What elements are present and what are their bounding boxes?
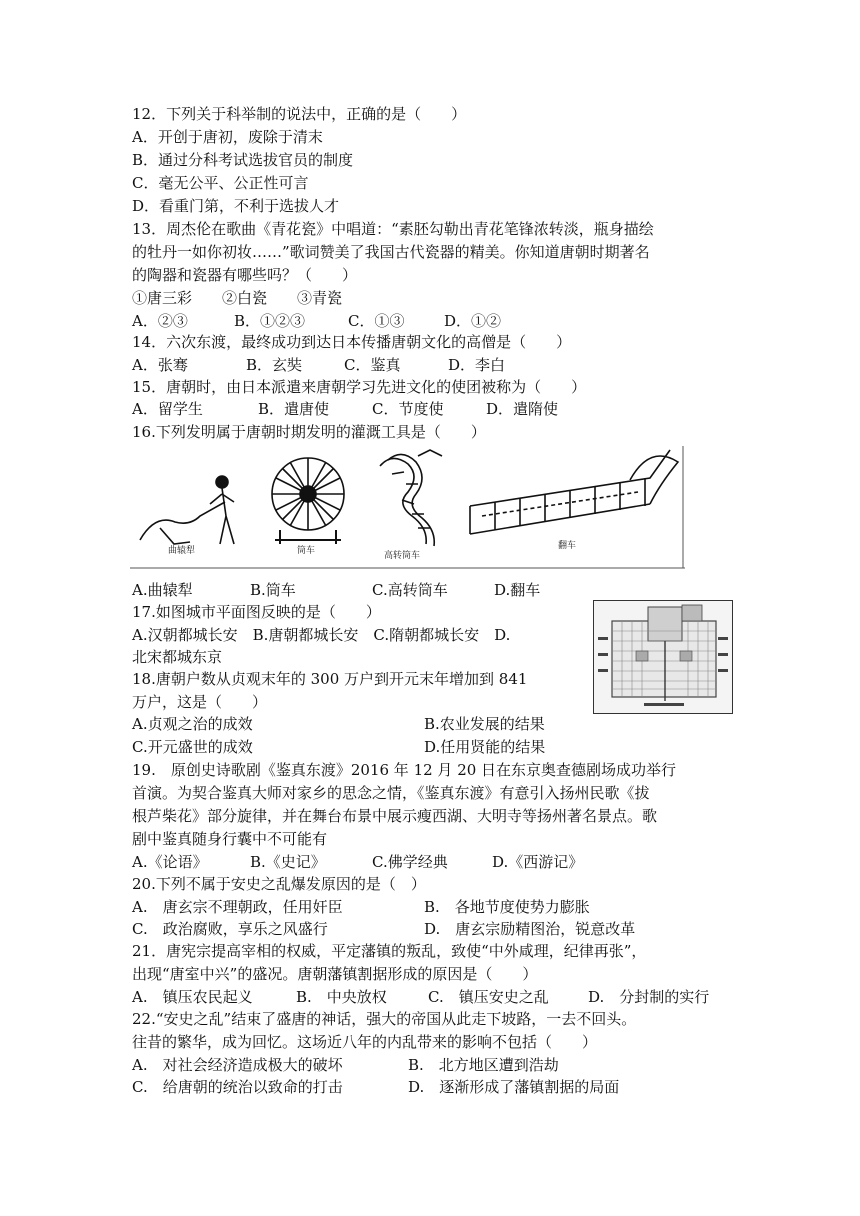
- q15-option-d: D．遣隋使: [486, 400, 559, 418]
- q19-option-a: A.《论语》: [132, 853, 208, 871]
- high-tube-wheel-drawing: [380, 450, 442, 546]
- q13-stem-line2: 的牡丹一如你初妆……”歌词赞美了我国古代瓷器的精美。你知道唐朝时期著名: [132, 243, 650, 261]
- q19-stem-line2: 首演。为契合鉴真大师对家乡的思念之情，《鉴真东渡》有意引入扬州民歌《拔: [132, 784, 650, 802]
- q19-option-c: C.佛学经典: [372, 853, 448, 871]
- q22-option-c: C. 给唐朝的统治以致命的打击: [132, 1078, 343, 1096]
- q19-stem-line4: 剧中鉴真随身行囊中不可能有: [132, 830, 328, 848]
- q19-option-d: D.《西游记》: [492, 853, 584, 871]
- q20-option-c: C. 政治腐败，享乐之风盛行: [132, 920, 328, 938]
- q20-option-d: D. 唐玄宗励精图治，锐意改革: [424, 920, 636, 938]
- q16-option-a: A.曲辕犁: [132, 581, 193, 599]
- q13-stem-line3: 的陶器和瓷器有哪些吗？（ ）: [132, 266, 358, 284]
- q18-option-a: A.贞观之治的成效: [132, 715, 253, 733]
- fig-caption-1: 曲辕犁: [168, 546, 196, 556]
- fig-caption-3: 高转筒车: [384, 551, 421, 561]
- q12-option-b: B．通过分科考试选拔官员的制度: [132, 151, 354, 169]
- q16-stem: 16.下列发明属于唐朝时期发明的灌溉工具是（ ）: [132, 423, 486, 441]
- q12-option-d: D．看重门第，不利于选拔人才: [132, 197, 340, 215]
- q22-stem-line1: 22.“安史之乱”结束了盛唐的神话，强大的帝国从此走下坡路，一去不回头。: [132, 1010, 637, 1028]
- curved-plow-drawing: [140, 476, 234, 544]
- q20-stem: 20.下列不属于安史之乱爆发原因的是（ ）: [132, 875, 426, 893]
- q15-option-c: C．节度使: [372, 400, 444, 418]
- q19-stem-line1: 19. 原创史诗歌剧《鉴真东渡》2016 年 12 月 20 日在东京奥查德剧场成功举行: [132, 761, 677, 779]
- irrigation-tools-figure: [130, 444, 685, 570]
- q17-stem: 17.如图城市平面图反映的是（ ）: [132, 603, 381, 621]
- dragon-backbone-pump-drawing: [470, 450, 678, 534]
- city-plan-map: [593, 600, 733, 714]
- q13-items: ①唐三彩 ②白瓷 ③青瓷: [132, 289, 343, 307]
- q21-stem-line1: 21．唐宪宗提高宰相的权威，平定藩镇的叛乱，致使“中外咸理，纪律再张”，: [132, 942, 647, 960]
- q14-option-a: A．张骞: [132, 356, 188, 374]
- q12-stem: 12．下列关于科举制的说法中，正确的是（ ）: [132, 105, 467, 123]
- tube-wheel-drawing: [272, 458, 344, 544]
- q14-option-b: B．玄奘: [246, 356, 303, 374]
- q22-option-a: A. 对社会经济造成极大的破坏: [132, 1056, 343, 1074]
- q14-stem: 14．六次东渡，最终成功到达日本传播唐朝文化的高僧是（ ）: [132, 333, 572, 351]
- q18-option-d: D.任用贤能的结果: [424, 738, 546, 756]
- q21-stem-line2: 出现“唐室中兴”的盛况。唐朝藩镇割据形成的原因是（ ）: [132, 965, 538, 983]
- q17-options-line: A.汉朝都城长安 B.唐朝都城长安 C.隋朝都城长安 D.: [132, 626, 511, 644]
- q20-option-b: B. 各地节度使势力膨胀: [424, 898, 590, 916]
- q21-option-b: B. 中央放权: [296, 988, 387, 1006]
- q15-option-b: B．遣唐使: [258, 400, 330, 418]
- q18-option-b: B.农业发展的结果: [424, 715, 545, 733]
- q13-option-d: D．①②: [444, 312, 502, 330]
- q18-stem-line2: 万户，这是（ ）: [132, 693, 268, 711]
- q19-option-b: B.《史记》: [250, 853, 326, 871]
- q16-option-c: C.高转筒车: [372, 581, 448, 599]
- q21-option-d: D. 分封制的实行: [588, 988, 710, 1006]
- q17-options-line2: 北宋都城东京: [132, 648, 223, 666]
- q16-option-b: B.筒车: [250, 581, 296, 599]
- q12-option-a: A．开创于唐初，废除于清末: [132, 128, 323, 146]
- q13-stem-line1: 13．周杰伦在歌曲《青花瓷》中唱道：“素胚勾勒出青花笔锋浓转淡，瓶身描绘: [132, 220, 654, 238]
- city-plan-illustration: [594, 601, 732, 713]
- q18-option-c: C.开元盛世的成效: [132, 738, 253, 756]
- q21-option-c: C. 镇压安史之乱: [428, 988, 549, 1006]
- q13-option-b: B．①②③: [234, 312, 306, 330]
- q22-option-d: D. 逐渐形成了藩镇割据的局面: [408, 1078, 620, 1096]
- q13-option-a: A．②③: [132, 312, 188, 330]
- q13-option-c: C．①③: [348, 312, 405, 330]
- q21-option-a: A. 镇压农民起义: [132, 988, 253, 1006]
- q20-option-a: A. 唐玄宗不理朝政，任用奸臣: [132, 898, 343, 916]
- fig-caption-4: 翻车: [558, 541, 577, 551]
- q14-option-d: D．李白: [448, 356, 506, 374]
- q22-option-b: B. 北方地区遭到浩劫: [408, 1056, 559, 1074]
- q14-option-c: C．鉴真: [344, 356, 401, 374]
- q16-option-d: D.翻车: [494, 581, 541, 599]
- q19-stem-line3: 根芦柴花》部分旋律，并在舞台布景中展示瘦西湖、大明寺等扬州著名景点。歌: [132, 807, 658, 825]
- q12-option-c: C．毫无公平、公正性可言: [132, 174, 309, 192]
- q15-stem: 15．唐朝时，由日本派遣来唐朝学习先进文化的使团被称为（ ）: [132, 378, 587, 396]
- q18-stem-line1: 18.唐朝户数从贞观末年的 300 万户到开元末年增加到 841: [132, 670, 528, 688]
- q15-option-a: A．留学生: [132, 400, 203, 418]
- fig-caption-2: 筒车: [297, 546, 316, 556]
- q22-stem-line2: 往昔的繁华，成为回忆。这场近八年的内乱带来的影响不包括（ ）: [132, 1033, 598, 1051]
